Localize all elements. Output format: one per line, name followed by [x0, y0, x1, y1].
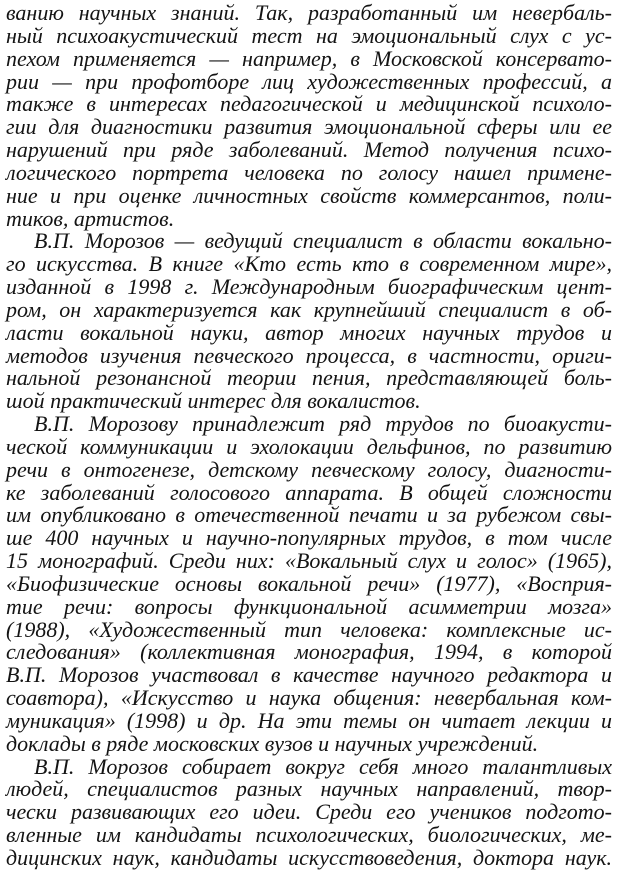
text-line: также в интересах педагогической и медицинской психоло- [6, 91, 612, 117]
text-line: дицинских наук, кандидаты искусствоведения, доктора наук. [6, 845, 612, 870]
text-line: ческой коммуникации и эхолокации дельфинов, по развитию [6, 433, 612, 459]
text-line: ние и при оценке личностных свойств коммерсантов, поли- [6, 182, 612, 208]
text-line: соавтора), «Искусство и наука общения: невербальная ком- [6, 685, 612, 711]
text-line: тиков, артистов. [6, 205, 175, 231]
text-line: ром, он характеризуется как крупнейший специалист в об- [6, 296, 612, 322]
text-line: ванию научных знаний. Так, разработанный им невербаль- [6, 0, 612, 25]
text-line: (1988), «Художественный тип человека: комплексные ис- [6, 616, 612, 642]
paragraph-first-line: В.П. Морозов собирает вокруг себя много талантливых [34, 753, 612, 779]
text-line: вленные им кандидаты психологических, биологических, ме- [6, 822, 612, 848]
text-line: методов изучения певческого процесса, в частности, ориги- [6, 342, 612, 368]
text-line: муникация» (1998) и др. На эти темы он читает лекции и [6, 707, 612, 733]
text-line: доклады в ряде московских вузов и научных учреждений. [6, 730, 539, 756]
paragraph-first-line: В.П. Морозову принадлежит ряд трудов по биоакусти- [34, 411, 612, 437]
text-line: рии — при профотборе лиц художественных профессий, а [6, 68, 612, 94]
text-line: нальной резонансной теории пения, представляющей боль- [6, 365, 612, 391]
text-line: шой практический интерес для вокалистов. [6, 388, 421, 414]
text-line: чески развивающих его идеи. Среди его учеников подгото- [6, 799, 612, 825]
text-line: «Биофизические основы вокальной речи» (1977), «Восприя- [6, 570, 612, 596]
text-line: ный психоакустический тест на эмоциональный слух с ус- [6, 22, 612, 48]
text-line: ше 400 научных и научно-популярных трудов, в том числе [6, 525, 612, 551]
text-line: го искусства. В книге «Кто есть кто в современном мире», [6, 251, 612, 277]
paragraph-first-line: В.П. Морозов — ведущий специалист в области вокально- [34, 228, 612, 254]
text-line: людей, специалистов разных научных направлений, твор- [6, 776, 612, 802]
text-line: пехом применяется — например, в Московской консервато- [6, 45, 612, 71]
text-line: тие речи: вопросы функциональной асимметрии мозга» [6, 593, 612, 619]
text-line: ке заболеваний голосового аппарата. В общей сложности [6, 479, 612, 505]
text-line: В.П. Морозов участвовал в качестве научного редактора и [6, 662, 612, 688]
text-line: ласти вокальной науки, автор многих научных трудов и [6, 319, 612, 345]
text-line: речи в онтогенезе, детскому певческому голосу, диагности- [6, 456, 612, 482]
text-line: им опубликовано в отечественной печати и за рубежом свы- [6, 502, 612, 528]
text-line: нарушений при ряде заболеваний. Метод получения психо- [6, 137, 612, 163]
text-line: следования» (коллективная монография, 1994, в которой [6, 639, 612, 665]
text-line: изданной в 1998 г. Международным биографическим цент- [6, 274, 612, 300]
text-line: гии для диагностики развития эмоциональной сферы или ее [6, 114, 612, 140]
text-line: 15 монографий. Среди них: «Вокальный слух и голос» (1965), [6, 548, 612, 574]
text-line: логического портрета человека по голосу нашел примене- [6, 159, 612, 185]
